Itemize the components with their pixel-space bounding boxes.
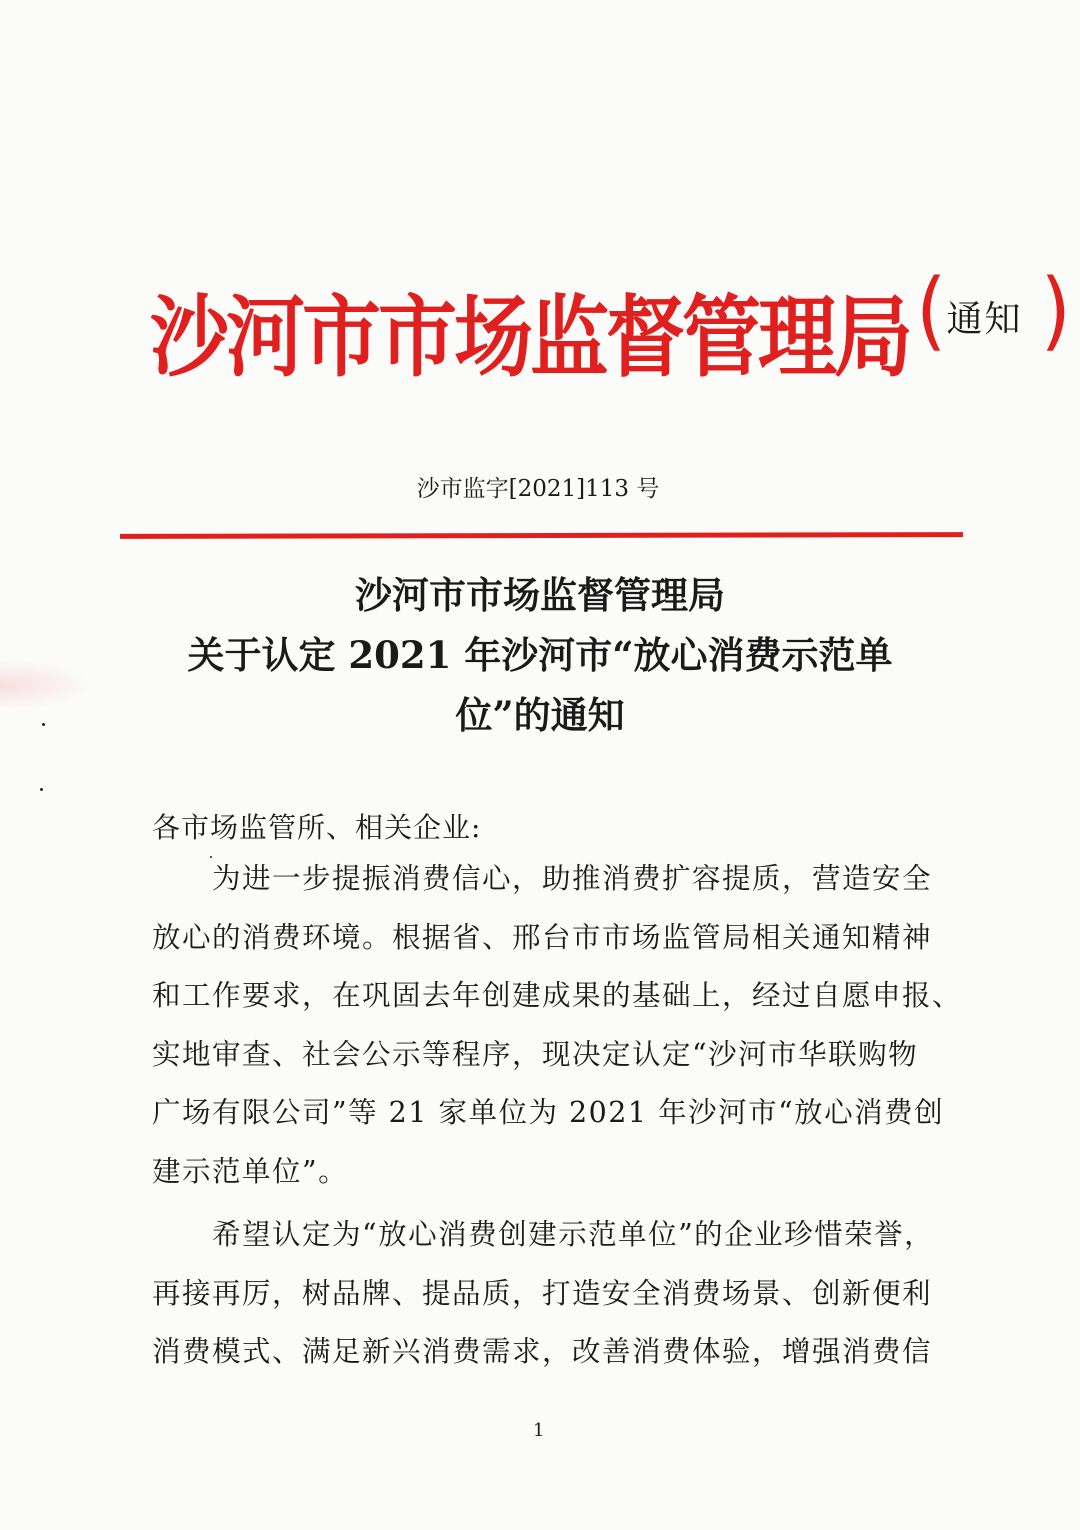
salutation: 各市场监管所、相关企业: xyxy=(152,811,482,844)
masthead xyxy=(150,261,1071,390)
masthead-paren-close: ) xyxy=(1040,261,1071,361)
speck-mark xyxy=(40,788,43,791)
paragraph-line: 消费模式、满足新兴消费需求，改善消费体验，增强消费信 xyxy=(152,1335,933,1368)
document-number-text: 沙市监字[2021]113 号 xyxy=(416,476,660,502)
speck-mark xyxy=(42,723,45,726)
paragraph-line: 建示范单位”。 xyxy=(152,1154,349,1188)
masthead-paren-open: ( xyxy=(916,261,947,361)
paragraph-line: 实地审查、社会公示等程序，现决定认定“沙河市华联购物 xyxy=(152,1037,919,1071)
paragraph-line: 放心的消费环境。根据省、邢台市市场监管局相关通知精神 xyxy=(152,920,933,954)
paragraph-line: 再接再厉，树品牌、提品质，打造安全消费场景、创新便利 xyxy=(152,1276,933,1310)
document-number xyxy=(0,470,1080,503)
paragraph-line: 为进一步提振消费信心，助推消费扩容提质，营造安全 xyxy=(212,862,933,895)
paragraph-line: 广场有限公司”等 21 家单位为 2021 年沙河市“放心消费创 xyxy=(152,1096,945,1129)
document-title xyxy=(140,565,940,745)
body-paragraph-2 xyxy=(152,1206,935,1382)
paragraph-line: 和工作要求，在巩固去年创建成果的基础上，经过自愿申报、 xyxy=(152,979,963,1012)
paper-stain xyxy=(0,660,90,710)
red-divider-line xyxy=(120,532,963,539)
paragraph-line: 希望认定为“放心消费创建示范单位”的企业珍惜荣誉， xyxy=(212,1218,935,1251)
body-paragraph-1 xyxy=(152,850,963,1201)
title-line-1: 沙河市市场监督管理局 xyxy=(355,573,725,617)
masthead-doc-type: 通知 xyxy=(946,299,1023,340)
title-line-2: 关于认定 2021 年沙河市“放心消费示范单 xyxy=(187,633,893,677)
page-number: 1 xyxy=(533,1420,545,1441)
title-line-3: 位”的通知 xyxy=(455,693,625,737)
masthead-org-name: 沙河市市场监督管理局 xyxy=(150,285,910,390)
